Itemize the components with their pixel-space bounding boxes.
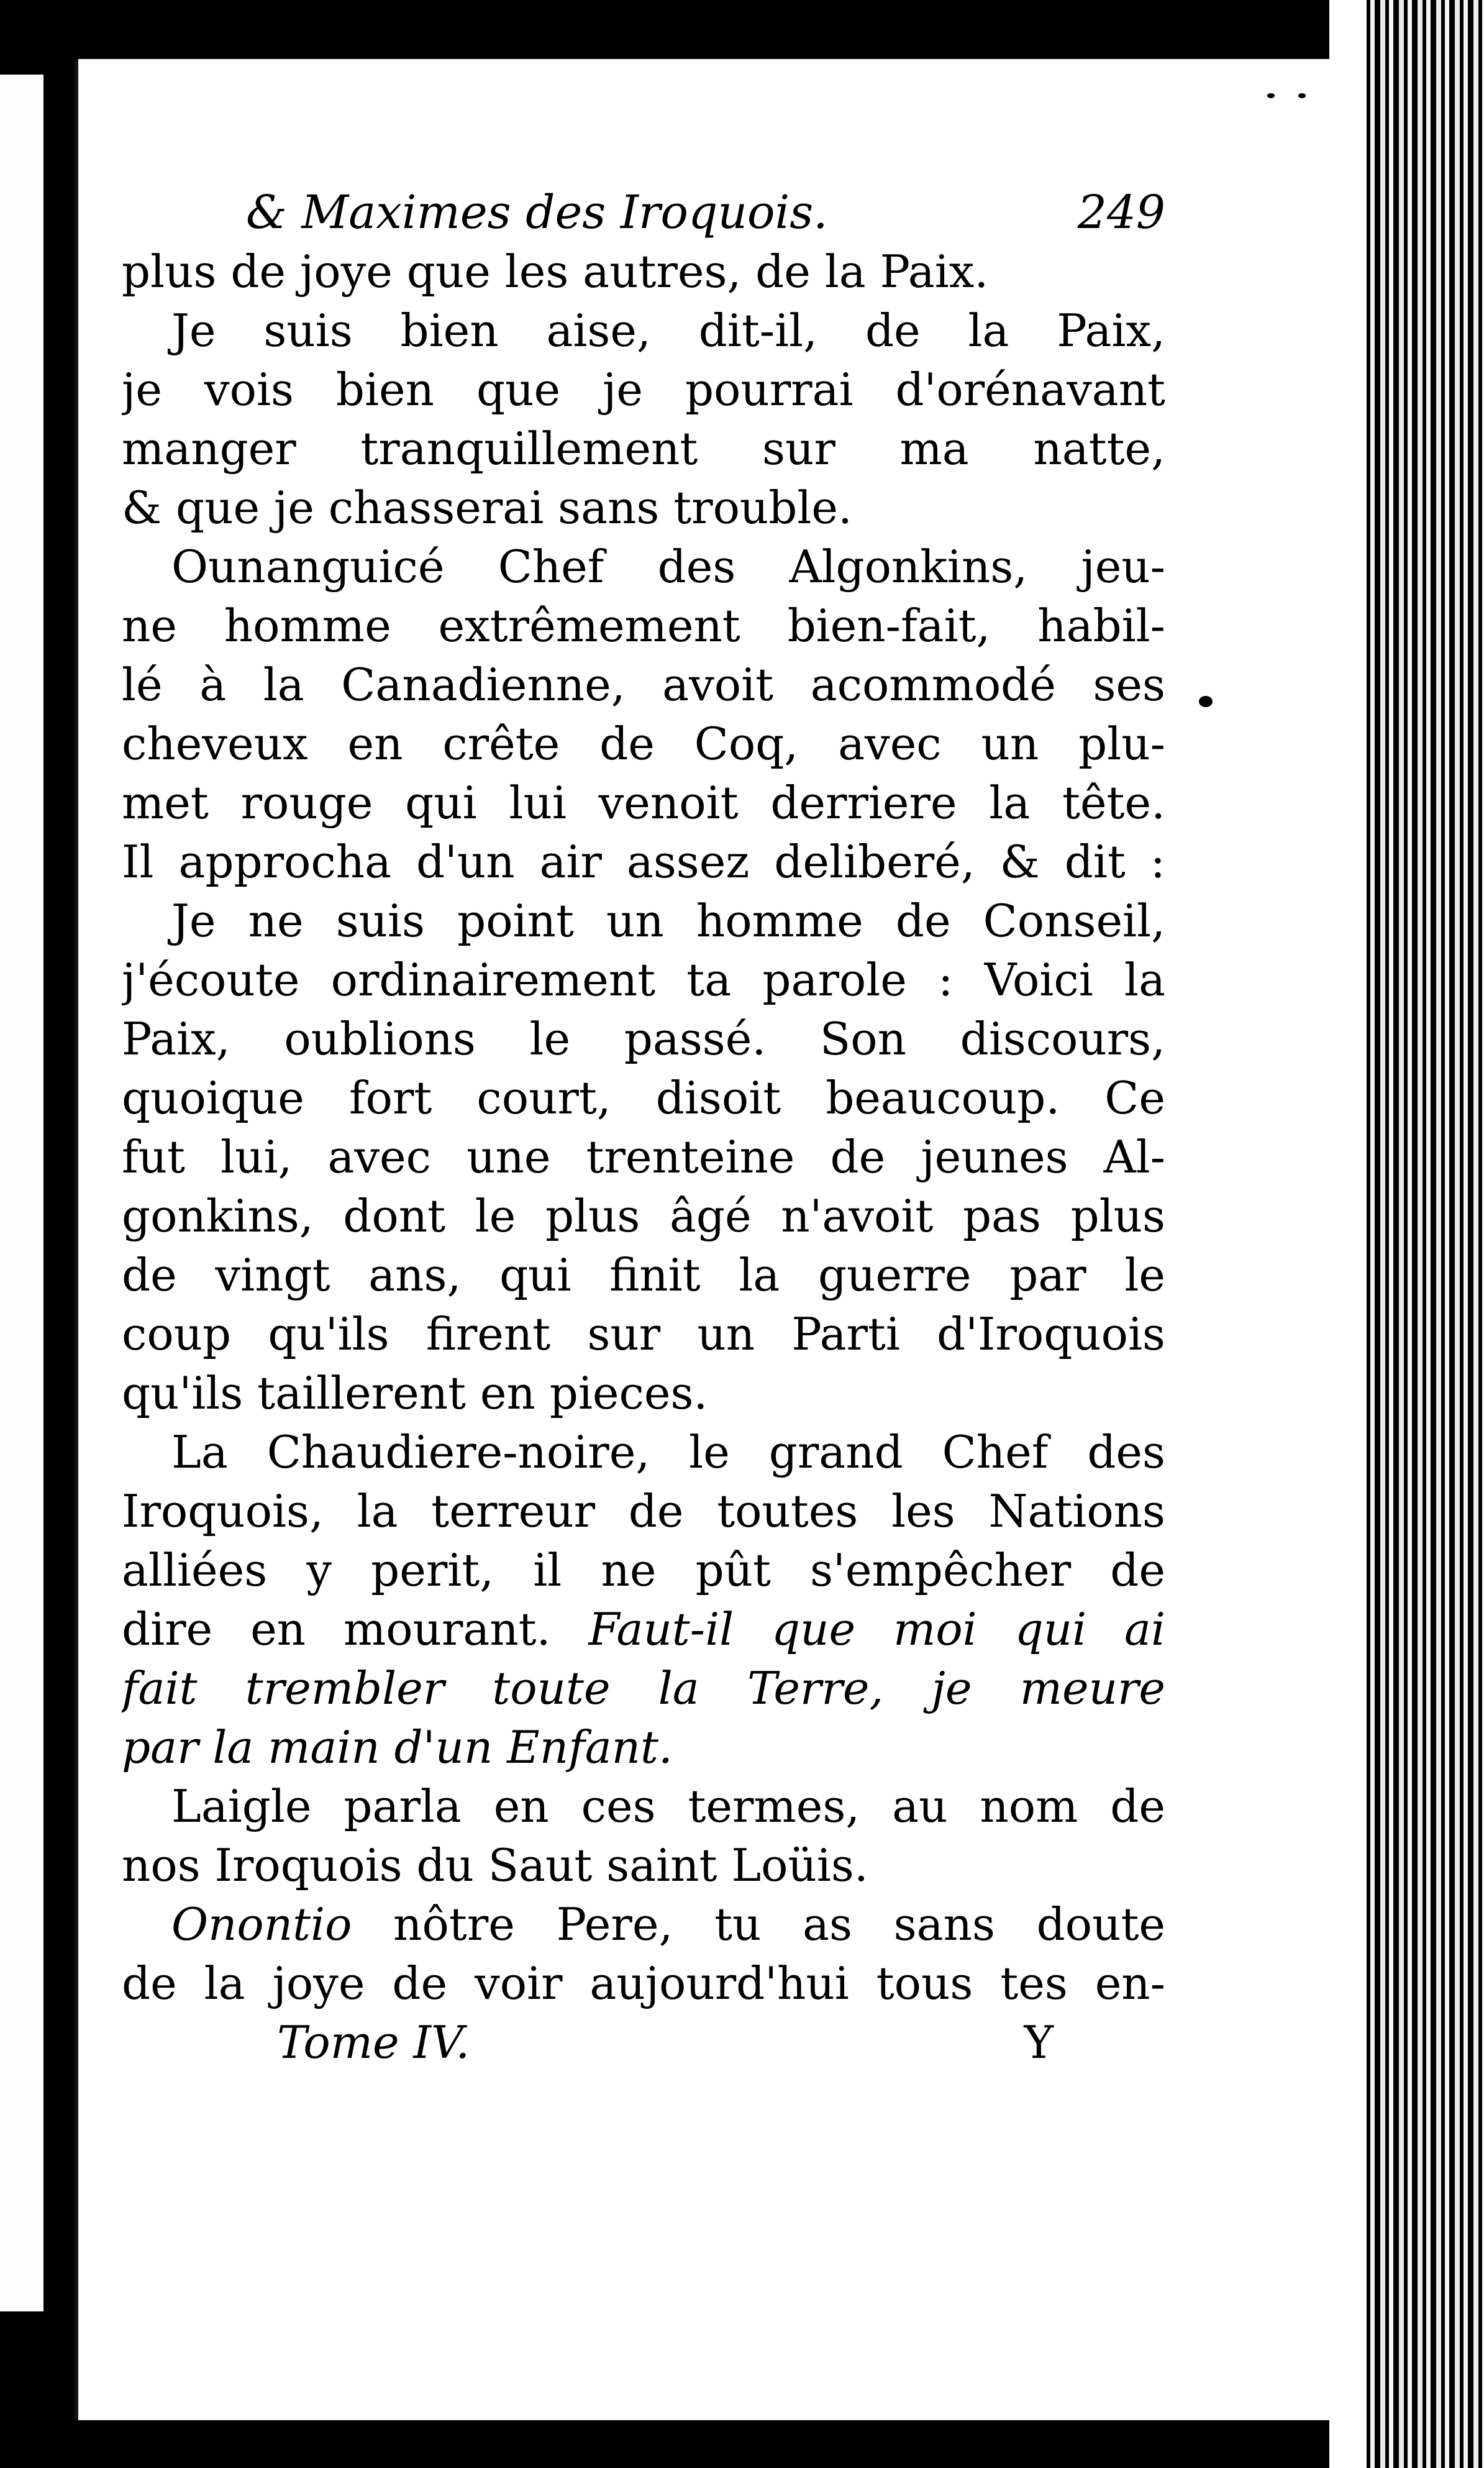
ink-speck [1199, 696, 1213, 707]
page-number: 249 [1077, 186, 1165, 239]
line-text: met rouge qui lui venoit derriere la tête. [122, 777, 1165, 829]
line-text: lé à la Canadienne, avoit acommodé ses [122, 659, 1165, 711]
text-line [122, 1187, 1165, 1246]
line-text: dire en mourant. [122, 1603, 551, 1655]
text-line [122, 419, 1165, 478]
running-title: & Maximes des Iroquois. [246, 186, 828, 239]
line-text: nôtre Pere, tu as sans doute [393, 1898, 1165, 1950]
text-line [122, 1777, 1165, 1836]
page-gutter [1329, 0, 1367, 2468]
text-line [122, 951, 1165, 1010]
line-text: j'écoute ordinairement ta parole : Voici la [122, 954, 1165, 1006]
text-line [122, 715, 1165, 774]
line-text: & que je chasserai sans trouble. [122, 482, 852, 534]
text-line [122, 1246, 1165, 1305]
signature-mark: Y [1024, 2016, 1054, 2068]
line-text: Je ne suis point un homme de Conseil, [171, 895, 1165, 947]
text-line [122, 1482, 1165, 1541]
line-text: Paix, oublions le passé. Son discours, [122, 1013, 1165, 1065]
text-line [122, 1954, 1165, 2013]
text-line [122, 1069, 1165, 1128]
text-line [122, 1364, 1165, 1423]
text-line [122, 1541, 1165, 1600]
line-text: gonkins, dont le plus âgé n'avoit pas plus [122, 1190, 1165, 1242]
line-text: Iroquois, la terreur de toutes les Nations [122, 1485, 1165, 1537]
text-line [122, 1600, 1165, 1659]
page-footer [122, 2013, 1165, 2072]
line-text: alliées y perit, il ne pût s'empêcher de [122, 1544, 1165, 1596]
text-line [122, 478, 1165, 537]
line-text: Il approcha d'un air assez deliberé, & dit : [122, 836, 1165, 888]
text-line [122, 537, 1165, 596]
text-line [122, 242, 1165, 301]
text-line [122, 596, 1165, 656]
line-text: nos Iroquois du Saut saint Loüis. [122, 1839, 868, 1891]
book-page [75, 59, 1333, 2420]
line-text: par la main d'un Enfant. [122, 1721, 673, 1773]
text-line [122, 774, 1165, 833]
page-text [122, 183, 1165, 2072]
text-line [122, 301, 1165, 360]
line-text: fait trembler toute la Terre, je meure [122, 1662, 1165, 1714]
line-text: quoique fort court, disoit beaucoup. Ce [122, 1072, 1165, 1124]
text-line [122, 656, 1165, 715]
text-line [122, 1010, 1165, 1069]
italic-name: Onontio [171, 1898, 394, 1950]
line-text: Je suis bien aise, dit-il, de la Paix, [171, 304, 1165, 357]
volume-label: Tome IV. [277, 2016, 470, 2068]
line-text: qu'ils taillerent en pieces. [122, 1367, 708, 1419]
text-line [122, 1128, 1165, 1187]
text-line [122, 360, 1165, 419]
text-line [122, 1305, 1165, 1364]
text-line [122, 892, 1165, 951]
line-text: Ounanguicé Chef des Algonkins, jeu- [171, 541, 1165, 593]
line-text: ne homme extrêmement bien-fait, habil- [122, 600, 1165, 652]
line-text: manger tranquillement sur ma natte, [122, 423, 1165, 475]
line-text: plus de joye que les autres, de la Paix. [122, 245, 989, 298]
italic-quote: Faut-il que moi qui ai [550, 1603, 1165, 1655]
line-text: Laigle parla en ces termes, au nom de [171, 1780, 1165, 1832]
line-text: de vingt ans, qui finit la guerre par le [122, 1249, 1165, 1301]
facing-page-edge [0, 75, 43, 2311]
running-head [122, 183, 1165, 242]
ink-speck [1298, 93, 1306, 98]
text-line [122, 833, 1165, 892]
text-line [122, 1895, 1165, 1954]
line-text: fut lui, avec une trenteine de jeunes Al- [122, 1131, 1165, 1183]
page-stack-edge [1329, 0, 1484, 2468]
line-text: de la joye de voir aujourd'hui tous tes en- [122, 1957, 1165, 2009]
line-text: coup qu'ils firent sur un Parti d'Iroquois [122, 1308, 1165, 1360]
line-text: La Chaudiere-noire, le grand Chef des [171, 1426, 1165, 1478]
line-text: cheveux en crête de Coq, avec un plu- [122, 718, 1165, 770]
text-line [122, 1836, 1165, 1895]
text-line [122, 1423, 1165, 1482]
body-lines [122, 242, 1165, 2013]
text-line [122, 1718, 1165, 1777]
ink-speck [1267, 93, 1275, 98]
line-text: je vois bien que je pourrai d'orénavant [122, 363, 1165, 416]
text-line [122, 1659, 1165, 1718]
